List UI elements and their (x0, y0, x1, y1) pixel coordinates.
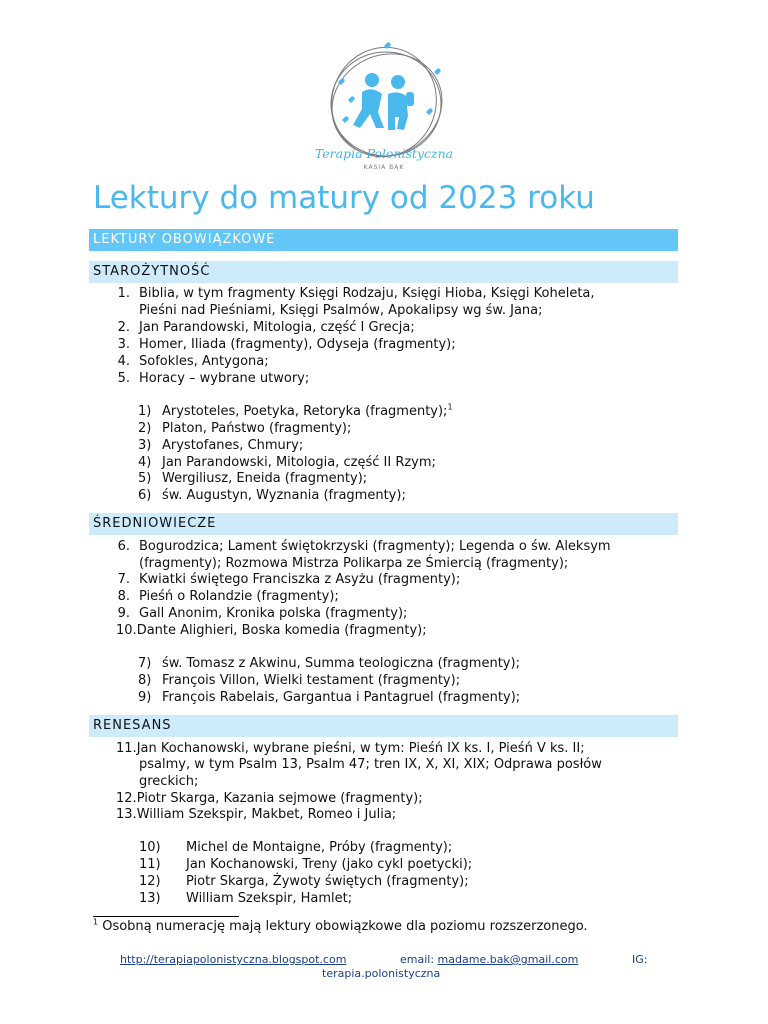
logo-sub-text: KASIA BĄK (363, 164, 405, 171)
footer-email-link[interactable]: madame.bak@gmail.com (437, 953, 579, 966)
extended-list-item: 3) Arystofanes, Chmury; (138, 438, 304, 453)
list-item: 8. Pieśń o Rolandzie (fragmenty); (117, 589, 339, 604)
list-item-continued: Pieśni nad Pieśniami, Księgi Psalmów, Apokalipsy wg św. Jana; (139, 303, 543, 318)
section-header-starozytnosc: STAROŻYTNOŚĆ (89, 261, 678, 283)
band-lektury-obowiazkowe: LEKTURY OBOWIĄZKOWE (89, 229, 678, 251)
list-item: 11.Jan Kochanowski, wybrane pieśni, w tym: Pieśń IX ks. I, Pieśń V ks. II; (116, 741, 585, 756)
extended-list-item: 7) św. Tomasz z Akwinu, Summa teologiczna (fragmenty); (138, 656, 520, 671)
list-item: 2. Jan Parandowski, Mitologia, część I Grecja; (117, 320, 415, 335)
page-title: Lektury do matury od 2023 roku (93, 180, 595, 216)
extended-list-item: 9) François Rabelais, Gargantua i Pantagruel (fragmenty); (138, 690, 521, 705)
list-item: 12.Piotr Skarga, Kazania sejmowe (fragmenty); (116, 791, 423, 806)
footer-email: email: madame.bak@gmail.com (400, 953, 579, 966)
list-item: 9. Gall Anonim, Kronika polska (fragmenty); (117, 606, 408, 621)
extended-list-item: 6) św. Augustyn, Wyznania (fragmenty); (138, 488, 406, 503)
extended-list-item: 12) Piotr Skarga, Żywoty świętych (fragmenty); (139, 874, 469, 889)
extended-list-item: 11) Jan Kochanowski, Treny (jako cykl poetycki); (139, 857, 473, 872)
section-header-renesans: RENESANS (89, 715, 678, 737)
extended-list-item: 13) William Szekspir, Hamlet; (139, 891, 353, 906)
list-item: 6. Bogurodzica; Lament świętokrzyski (fragmenty); Legenda o św. Aleksym (117, 539, 611, 554)
footer-blog-link[interactable]: http://terapiapolonistyczna.blogspot.com (120, 953, 347, 966)
extended-list-item: 2) Platon, Państwo (fragmenty); (138, 421, 352, 436)
logo-brand-text: Terapia Polonistyczna (314, 146, 454, 161)
extended-list-item: 5) Wergiliusz, Eneida (fragmenty); (138, 471, 368, 486)
list-item: 1. Biblia, w tym fragmenty Księgi Rodzaju, Księgi Hioba, Księgi Koheleta, (117, 286, 595, 301)
footnote-ref: 1 (447, 402, 453, 412)
extended-list-item: 8) François Villon, Wielki testament (fragmenty); (138, 673, 461, 688)
list-item-continued: greckich; (139, 774, 199, 789)
list-item: 4. Sofokles, Antygona; (117, 354, 269, 369)
footnote (93, 919, 588, 934)
footer-ig-handle[interactable]: terapia.polonistyczna (322, 967, 441, 980)
list-item: 5. Horacy – wybrane utwory; (117, 371, 310, 386)
list-item-continued: psalmy, w tym Psalm 13, Psalm 47; tren IX, X, XI, XIX; Odprawa posłów (139, 757, 602, 772)
list-item-continued: (fragmenty); Rozmowa Mistrza Polikarpa ze Śmiercią (fragmenty); (139, 556, 569, 571)
section-header-sredniowiecze: ŚREDNIOWIECZE (89, 513, 678, 535)
list-item: 13.William Szekspir, Makbet, Romeo i Julia; (116, 807, 397, 822)
extended-list-item: 1) Arystoteles, Poetyka, Retoryka (fragmenty);$^1$ (138, 402, 453, 419)
extended-list-item: 10) Michel de Montaigne, Próby (fragmenty); (139, 840, 453, 855)
footer-ig-label: IG: (632, 953, 648, 966)
extended-list-item: 4) Jan Parandowski, Mitologia, część II Rzym; (138, 455, 436, 470)
list-item: 7. Kwiatki świętego Franciszka z Asyżu (fragmenty); (117, 572, 461, 587)
footnote-text: Osobną numerację mają lektury obowiązkowe dla poziomu rozszerzonego. (98, 919, 588, 934)
list-item: 3. Homer, Iliada (fragmenty), Odyseja (fragmenty); (117, 337, 456, 352)
footnote-divider (93, 916, 239, 917)
list-item: 10.Dante Alighieri, Boska komedia (fragmenty); (116, 623, 427, 638)
footnote-mark: 1 (93, 917, 99, 927)
